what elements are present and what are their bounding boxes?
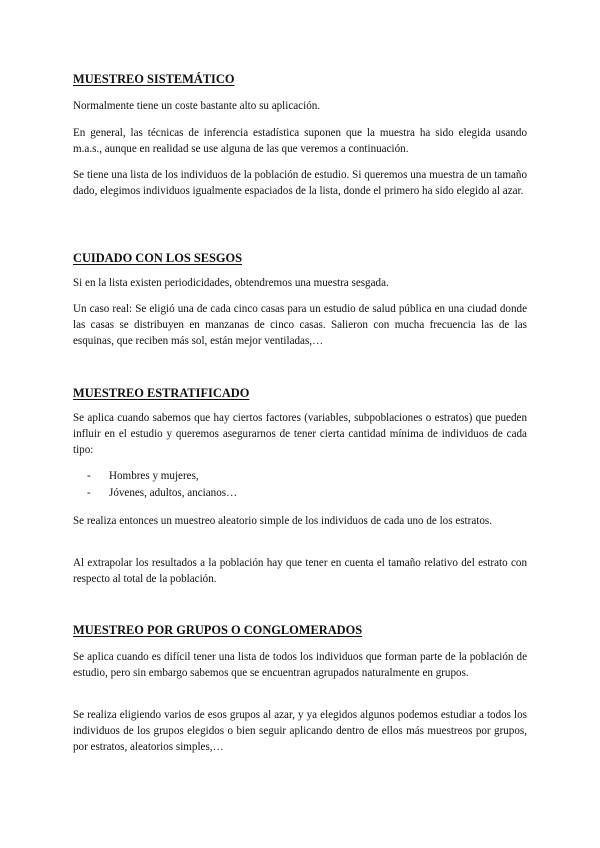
bullet-list [87,468,237,502]
list-item-text: Hombres y mujeres, [109,470,199,482]
list-marker: - [87,470,91,482]
list-marker: - [87,487,91,499]
paragraph: Se aplica cuando sabemos que hay ciertos factores (variables, subpoblaciones o estratos) que pueden influir en el estudio y queremos asegurarnos de tener cierta cantidad mínima de individuos de cada tipo: [73,412,527,456]
section-heading-muestreo-sistematico: MUESTREO SISTEMÁTICO [73,72,235,86]
paragraph: Normalmente tiene un coste bastante alto su aplicación. [73,100,321,112]
list-item [87,468,237,485]
section-heading-muestreo-estratificado: MUESTREO ESTRATIFICADO [73,386,250,400]
paragraph: Un caso real: Se eligió una de cada cinco casas para un estudio de salud pública en una ciudad donde las casas se distribuyen en manzanas de cinco casas. Salieron con mucha frecuencia las de las esquinas, que reciben más sol, están mejor ventiladas,… [73,303,527,347]
paragraph: Se tiene una lista de los individuos de la población de estudio. Si queremos una muestra de un tamaño dado, elegimos individuos igualmente espaciados de la lista, donde el primero ha sido elegido al azar. [73,169,527,197]
paragraph: En general, las técnicas de inferencia estadística suponen que la muestra ha sido elegida usando m.a.s., aunque en realidad se use alguna de las que veremos a continuación. [73,127,527,155]
paragraph: Al extrapolar los resultados a la población hay que tener en cuenta el tamaño relativo del estrato con respecto al total de la población. [73,557,527,585]
list-item-text: Jóvenes, adultos, ancianos… [109,487,238,499]
paragraph: Se aplica cuando es difícil tener una lista de todos los individuos que forman parte de la población de estudio, pero sin embargo sabemos que se encuentran agrupados naturalmente en grupos. [73,651,527,679]
list-item [87,485,237,502]
paragraph: Si en la lista existen periodicidades, obtendremos una muestra sesgada. [73,277,389,289]
section-heading-muestreo-por-grupos: MUESTREO POR GRUPOS O CONGLOMERADOS [73,623,363,637]
paragraph: Se realiza entonces un muestreo aleatorio simple de los individuos de cada uno de los estratos. [73,515,492,527]
section-heading-cuidado-con-los-sesgos: CUIDADO CON LOS SESGOS [73,251,243,265]
paragraph: Se realiza eligiendo varios de esos grupos al azar, y ya elegidos algunos podemos estudiar a todos los individuos de los grupos elegidos o bien seguir aplicando dentro de ellos más muestreos por grupos, por estratos, aleatorios simples,… [73,709,527,753]
